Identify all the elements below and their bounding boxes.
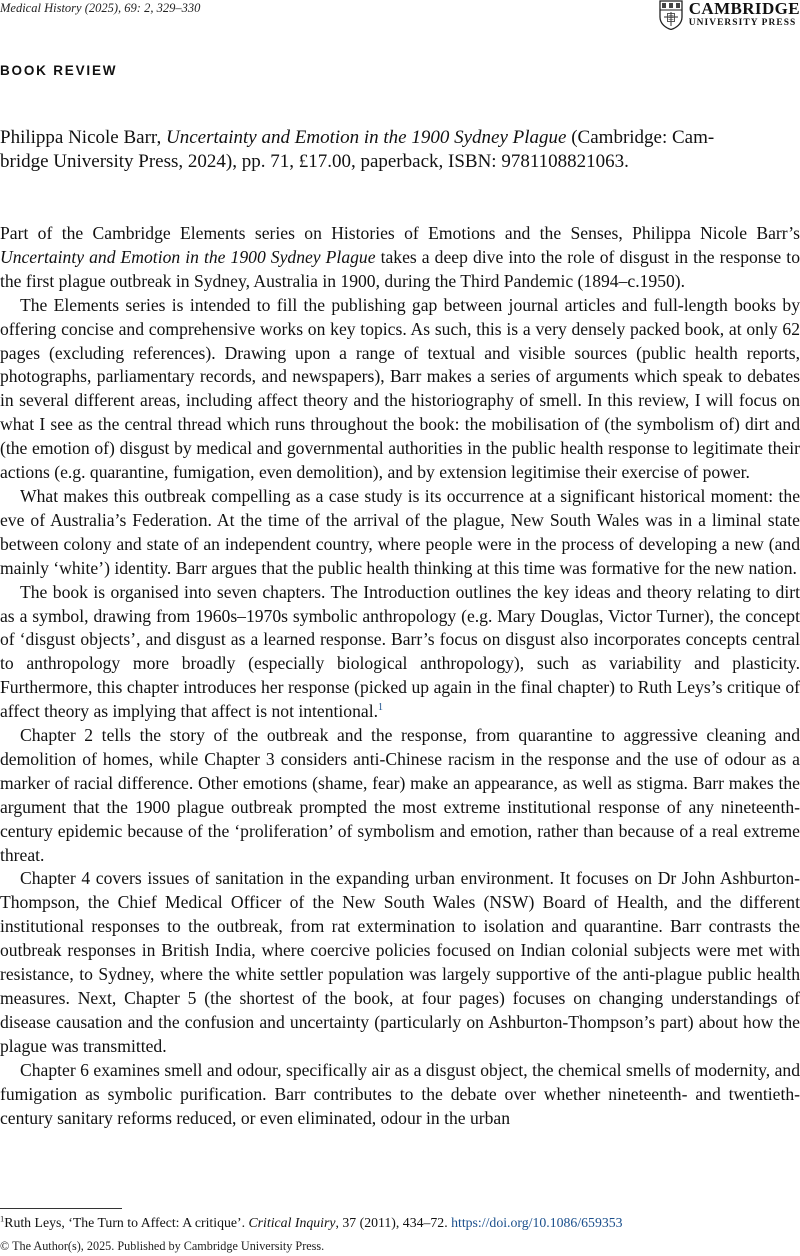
copyright-notice: © The Author(s), 2025. Published by Cambridge University Press.	[0, 1239, 325, 1253]
book-citation	[0, 126, 800, 174]
paragraph: Chapter 2 tells the story of the outbreak and the response, from quarantine to aggressive cleaning and demolition of homes, while Chapter 3 considers anti-Chinese racism in the response and the use of odour as a marker of racial difference. Other emotions (shame, fear) make an appearance, as well as stigma. Barr makes the argument that the 1900 plague outbreak prompted the most extreme institutional response of any nineteenth-century epidemic because of the ‘proliferation’ of symbolism and emotion, rather than because of a real extreme threat.	[0, 725, 800, 865]
book-title-inline: Uncertainty and Emotion in the 1900 Sydney Plague	[0, 246, 376, 267]
footnote-number: 1	[0, 1213, 5, 1224]
citation-author: Philippa Nicole Barr,	[0, 127, 166, 148]
citation-details: (Cambridge: Cam-	[566, 127, 715, 148]
footnote-divider	[0, 1208, 122, 1209]
doi-link[interactable]: https://doi.org/10.1086/659353	[451, 1215, 623, 1230]
publisher-name: CAMBRIDGE	[688, 0, 800, 18]
paragraph: The book is organised into seven chapters. The Introduction outlines the key ideas and theory relating to dirt as a symbol, drawing from 1960s–1970s symbolic anthropology (e.g. Mary Douglas, Victor Turner), the concept of ‘disgust objects’, and disgust as a learned response. Barr’s focus on disgust also incorporates concepts central to anthropology more broadly (especially biological anthropology), such as variability and plasticity. Furthermore, this chapter introduces her response (picked up again in the final chapter) to Ruth Leys’s critique of affect theory as implying that affect is not intentional.$^1$	[0, 581, 800, 722]
publisher-logo	[659, 0, 800, 30]
paragraph: Chapter 4 covers issues of sanitation in the expanding urban environment. It focuses on Dr John Ashburton-Thompson, the Chief Medical Officer of the New South Wales (NSW) Board of Health, and the different institutional responses to the outbreak, from rat extermination to isolation and quarantine. Barr contrasts the outbreak responses in British India, where coercive policies focused on Indian colonial subjects were met with resistance, to Sydney, where the white settler population was largely supportive of the anti-plague public health measures. Next, Chapter 5 (the shortest of the book, at four pages) focuses on changing understandings of disease causation and the confusion and uncertainty (particularly on Ashburton-Thompson’s part) about how the plague was transmitted.	[0, 868, 800, 1056]
footnote-journal: Critical Inquiry	[248, 1215, 336, 1230]
footnote: $^1$Ruth Leys, ‘The Turn to Affect: A critique’. Critical Inquiry, 37 (2011), 434–72. https://doi.org/10.1086/659353	[0, 1213, 623, 1230]
paragraph: Part of the Cambridge Elements series on Histories of Emotions and the Senses, Philippa Nicole Barr’s Uncertainty and Emotion in the 1900 Sydney Plague takes a deep dive into the role of disgust in the response to the first plague outbreak in Sydney, Australia in 1900, during the Third Pandemic (1894–c.1950).	[0, 223, 800, 291]
paragraph: Chapter 6 examines smell and odour, specifically air as a disgust object, the chemical smells of modernity, and fumigation as symbolic purification. Barr contributes to the debate over whether nineteenth- and twentieth-century sanitary reforms reduced, or even eliminated, odour in the urban	[0, 1059, 800, 1128]
paragraph: What makes this outbreak compelling as a case study is its occurrence at a significant historical moment: the eve of Australia’s Federation. At the time of the arrival of the plague, New South Wales was in a liminal state between colony and state of an independent country, where people were in the process of developing a new (and mainly ‘white’) identity. Barr argues that the public health thinking at this time was formative for the new nation.	[0, 485, 800, 578]
cambridge-crest-icon	[659, 0, 683, 30]
paragraph: The Elements series is intended to fill the publishing gap between journal articles and full-length books by offering concise and comprehensive works on key topics. As such, this is a very densely packed book, at only 62 pages (excluding references). Drawing upon a range of textual and visible sources (public health reports, photographs, parliamentary records, and newspapers), Barr makes a series of arguments which speak to debates in several different areas, including affect theory and the historiography of smell. In this review, I will focus on what I see as the central thread which runs throughout the book: the mobilisation of (the symbolism of) dirt and (the emotion of) disgust by medical and governmental authorities in the public health response to legitimate their actions (e.g. quarantine, fumigation, even demolition), and by extension legitimise their exercise of power.	[0, 294, 800, 483]
citation-book-title: Uncertainty and Emotion in the 1900 Sydney Plague	[165, 127, 567, 148]
citation-details-continued: bridge University Press, 2024), pp. 71, £17.00, paperback, ISBN: 9781108821063.	[0, 151, 629, 172]
section-label: BOOK REVIEW	[0, 63, 118, 78]
footnote-reference-link[interactable]: 1	[378, 702, 383, 714]
publisher-subname: UNIVERSITY PRESS	[688, 18, 797, 28]
review-body	[0, 222, 800, 1130]
running-head: Medical History (2025), 69: 2, 329–330	[0, 1, 201, 15]
